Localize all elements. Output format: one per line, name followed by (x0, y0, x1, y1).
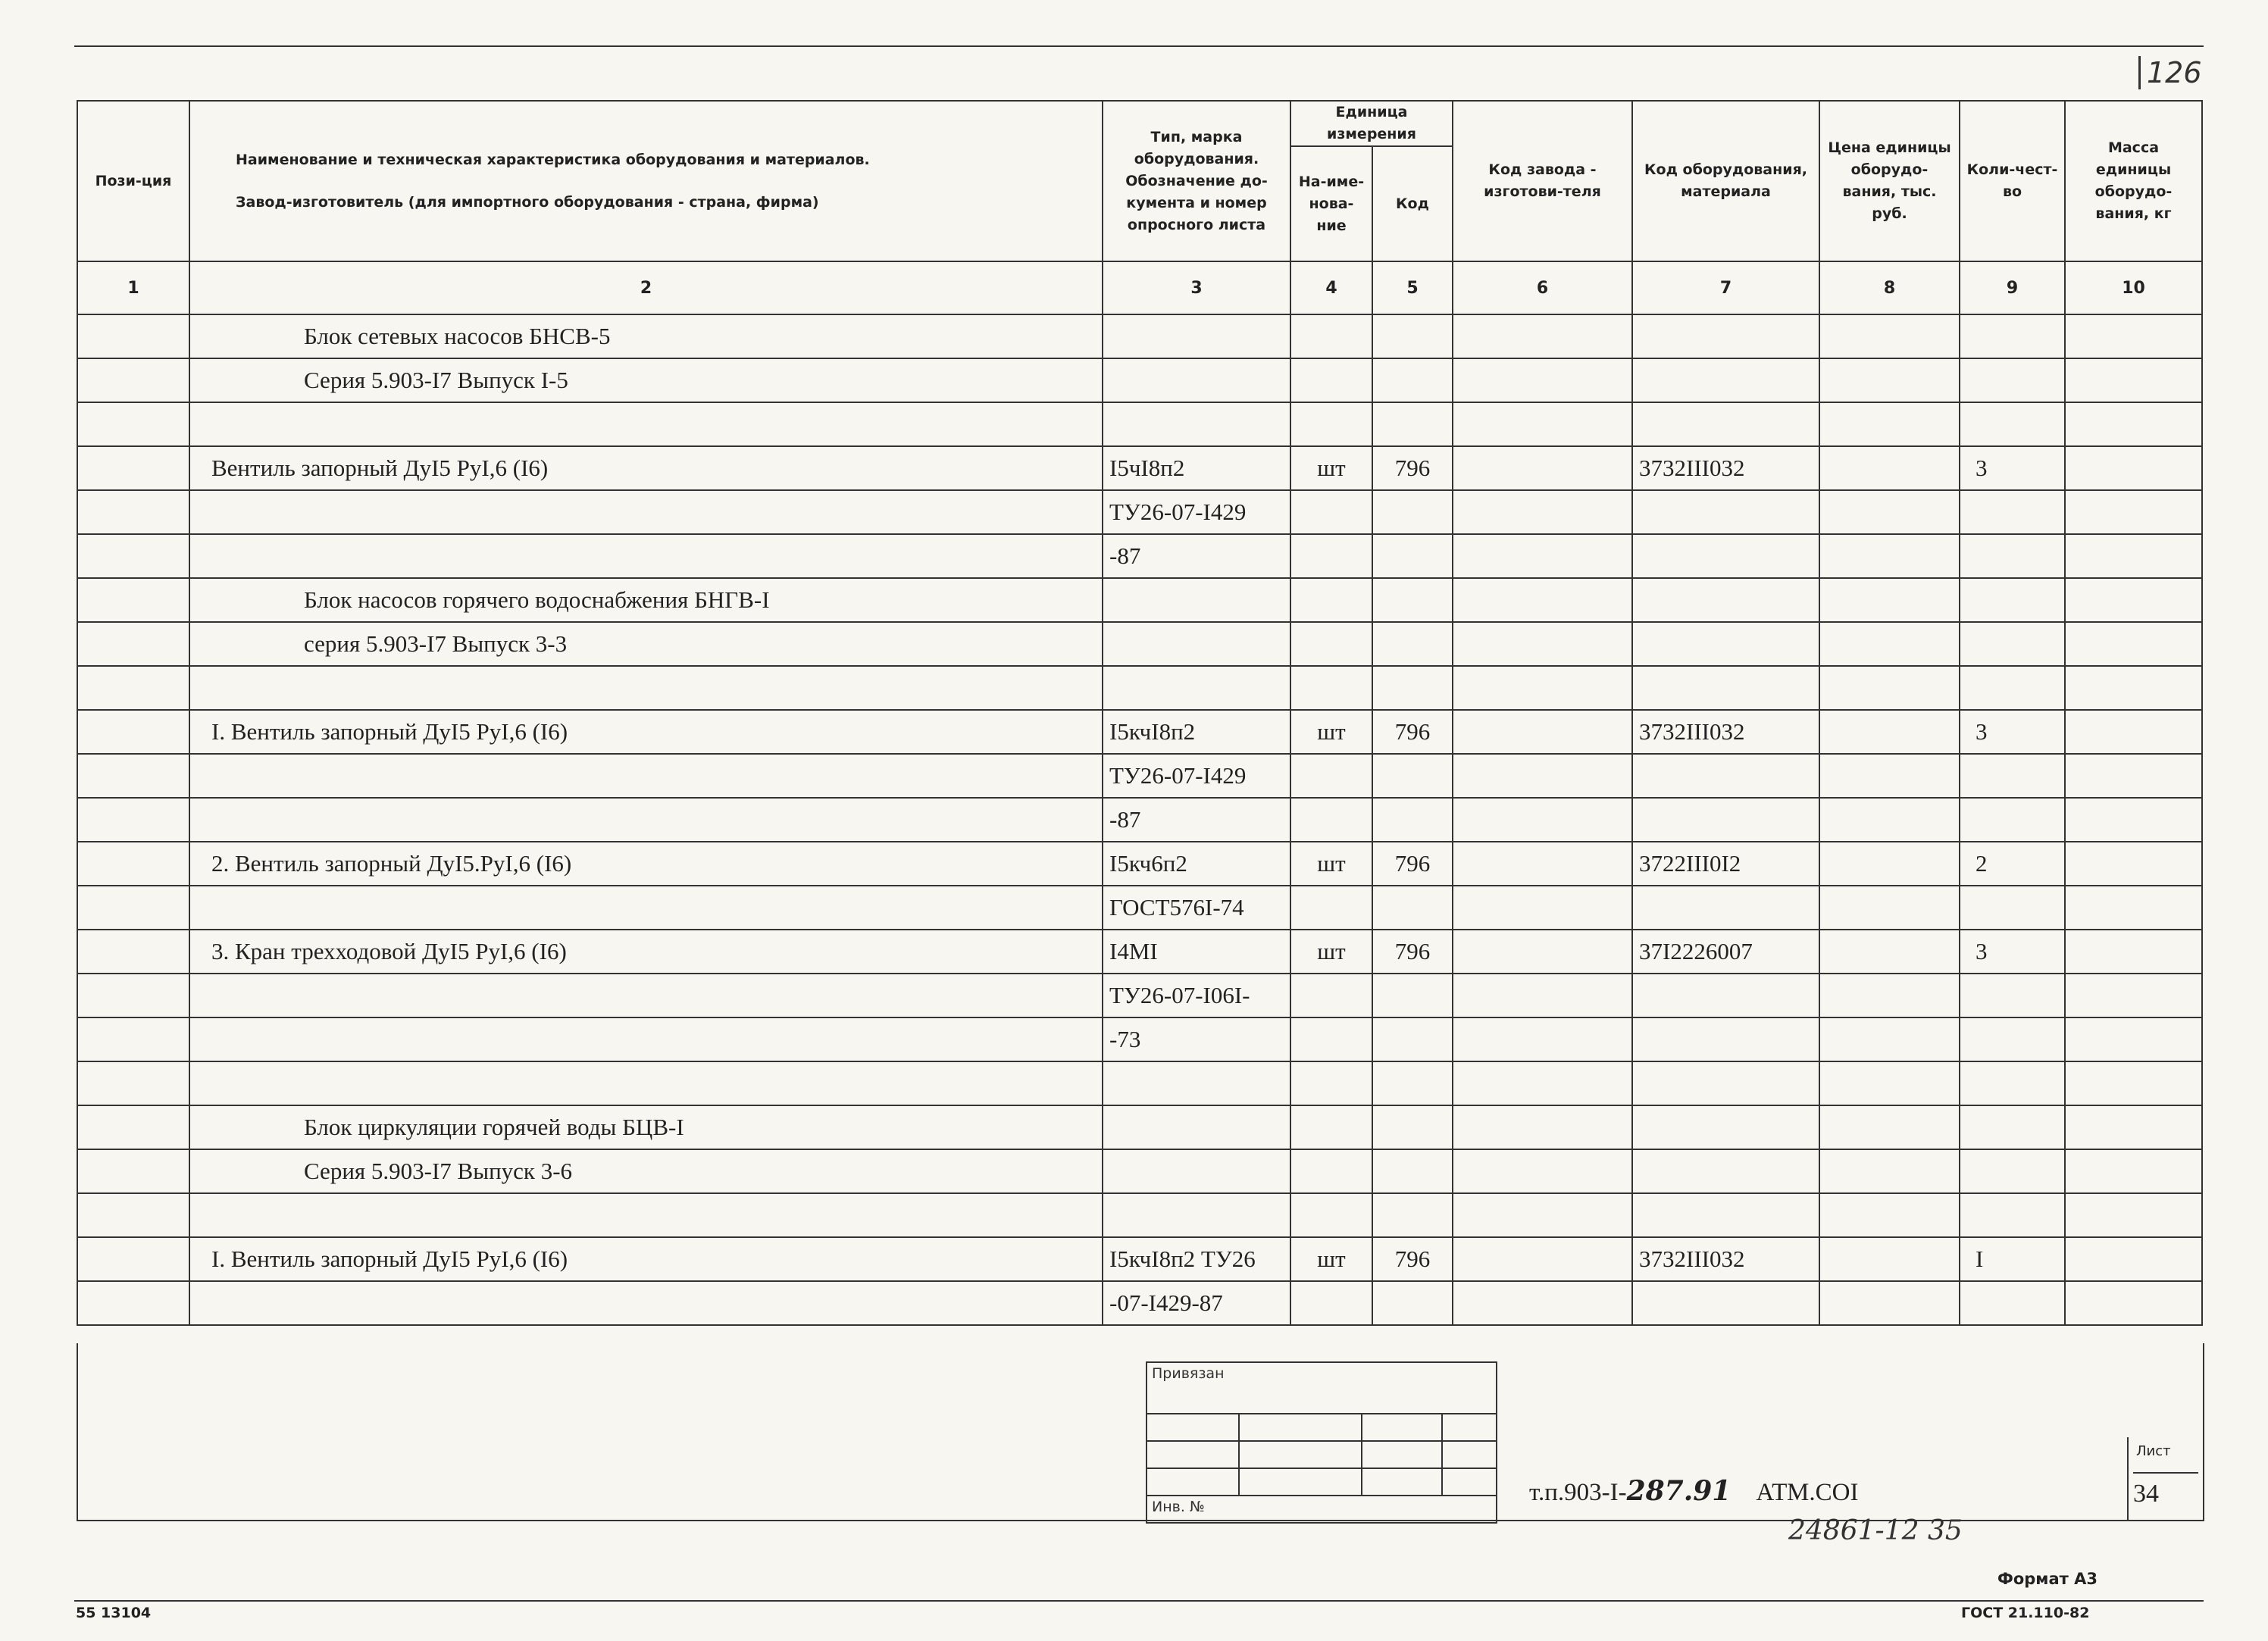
name-cell (189, 666, 1103, 710)
equipment-code-cell (1632, 1017, 1819, 1061)
header-unit-group: Единица измерения (1290, 101, 1453, 146)
column-number: 7 (1632, 261, 1819, 314)
quantity-cell (1960, 1105, 2065, 1149)
quantity-cell (1960, 1281, 2065, 1325)
price-cell (1819, 1017, 1960, 1061)
position-cell (77, 710, 189, 754)
equipment-code-cell (1632, 1281, 1819, 1325)
quantity-cell: 3 (1960, 446, 2065, 490)
position-cell (77, 1017, 189, 1061)
table-row (77, 930, 2202, 974)
plant-code-cell (1453, 446, 1632, 490)
price-cell (1819, 886, 1960, 930)
plant-code-cell (1453, 754, 1632, 798)
price-cell (1819, 314, 1960, 358)
price-cell (1819, 1281, 1960, 1325)
left-corner-code: 55 13104 (76, 1605, 152, 1621)
quantity-cell (1960, 358, 2065, 402)
header-type: Тип, марка оборудования. Обозначение до-кумента и номер опросного листа (1103, 101, 1290, 261)
mass-cell (2065, 974, 2202, 1017)
unit-name-cell: шт (1290, 930, 1372, 974)
unit-code-cell (1372, 1193, 1453, 1237)
equipment-code-cell (1632, 578, 1819, 622)
type-cell: I5кч6п2 (1103, 842, 1290, 886)
type-cell (1103, 622, 1290, 666)
price-cell (1819, 1237, 1960, 1281)
mass-cell (2065, 1237, 2202, 1281)
unit-code-cell (1372, 314, 1453, 358)
name-cell: I. Вентиль запорный ДуI5 РуI,6 (I6) (189, 1237, 1103, 1281)
mass-cell (2065, 446, 2202, 490)
price-cell (1819, 710, 1960, 754)
bottom-frame (77, 1343, 2204, 1521)
position-cell (77, 666, 189, 710)
position-cell (77, 886, 189, 930)
plant-code-cell (1453, 886, 1632, 930)
position-cell (77, 974, 189, 1017)
position-cell (77, 534, 189, 578)
quantity-cell (1960, 1149, 2065, 1193)
equipment-code-cell: 3722III0I2 (1632, 842, 1819, 886)
position-cell (77, 1061, 189, 1105)
unit-code-cell (1372, 798, 1453, 842)
mass-cell (2065, 578, 2202, 622)
equipment-code-cell (1632, 1061, 1819, 1105)
name-cell (189, 1193, 1103, 1237)
type-cell (1103, 666, 1290, 710)
plant-code-cell (1453, 1017, 1632, 1061)
table-row (77, 446, 2202, 490)
name-cell (189, 490, 1103, 534)
unit-name-cell (1290, 1061, 1372, 1105)
name-cell: Блок насосов горячего водоснабжения БНГВ-I (189, 578, 1103, 622)
unit-name-cell (1290, 402, 1372, 446)
table-row (77, 1193, 2202, 1237)
quantity-cell (1960, 490, 2065, 534)
name-cell: 2. Вентиль запорный ДуI5.РуI,6 (I6) (189, 842, 1103, 886)
unit-name-cell (1290, 1149, 1372, 1193)
price-cell (1819, 1193, 1960, 1237)
unit-code-cell (1372, 490, 1453, 534)
unit-code-cell (1372, 754, 1453, 798)
name-cell (189, 1017, 1103, 1061)
table-row (77, 490, 2202, 534)
attached-label: Привязан (1152, 1365, 1225, 1382)
price-cell (1819, 1149, 1960, 1193)
name-cell: Блок циркуляции горячей воды БЦВ-I (189, 1105, 1103, 1149)
plant-code-cell (1453, 842, 1632, 886)
unit-code-cell (1372, 358, 1453, 402)
type-cell (1103, 402, 1290, 446)
unit-code-cell: 796 (1372, 710, 1453, 754)
position-cell (77, 1193, 189, 1237)
mass-cell (2065, 754, 2202, 798)
quantity-cell (1960, 798, 2065, 842)
column-number: 1 (77, 261, 189, 314)
table-row (77, 1237, 2202, 1281)
unit-code-cell: 796 (1372, 930, 1453, 974)
table-row (77, 402, 2202, 446)
table-row (77, 578, 2202, 622)
price-cell (1819, 798, 1960, 842)
plant-code-cell (1453, 534, 1632, 578)
table-row (77, 1061, 2202, 1105)
equipment-code-cell (1632, 314, 1819, 358)
table-row (77, 1105, 2202, 1149)
unit-code-cell (1372, 1149, 1453, 1193)
type-cell: ТУ26-07-I429 (1103, 490, 1290, 534)
position-cell (77, 930, 189, 974)
table-row (77, 798, 2202, 842)
type-cell: -07-I429-87 (1103, 1281, 1290, 1325)
equipment-code-cell (1632, 622, 1819, 666)
name-cell: Блок сетевых насосов БНСВ-5 (189, 314, 1103, 358)
plant-code-cell (1453, 358, 1632, 402)
type-cell (1103, 358, 1290, 402)
quantity-cell (1960, 1061, 2065, 1105)
header-unit-name: На-име-нова-ние (1290, 146, 1372, 261)
price-cell (1819, 974, 1960, 1017)
equipment-code-cell (1632, 666, 1819, 710)
specification-table (77, 100, 2203, 1326)
table-row (77, 358, 2202, 402)
table-row (77, 1149, 2202, 1193)
column-number: 10 (2065, 261, 2202, 314)
plant-code-cell (1453, 1237, 1632, 1281)
plant-code-cell (1453, 1193, 1632, 1237)
mass-cell (2065, 358, 2202, 402)
quantity-cell (1960, 886, 2065, 930)
table-row (77, 754, 2202, 798)
mass-cell (2065, 1017, 2202, 1061)
header-name-line1: Наименование и техническая характеристика оборудования и материалов. (236, 152, 870, 168)
name-cell (189, 886, 1103, 930)
name-cell (189, 402, 1103, 446)
equipment-code-cell: 37I2226007 (1632, 930, 1819, 974)
plant-code-cell (1453, 1149, 1632, 1193)
unit-code-cell (1372, 1281, 1453, 1325)
plant-code-cell (1453, 666, 1632, 710)
header-equipment-code: Код оборудования, материала (1632, 101, 1819, 261)
unit-name-cell: шт (1290, 446, 1372, 490)
plant-code-cell (1453, 798, 1632, 842)
type-cell: I5чI8п2 (1103, 446, 1290, 490)
name-cell (189, 798, 1103, 842)
unit-name-cell (1290, 578, 1372, 622)
type-cell: -73 (1103, 1017, 1290, 1061)
unit-name-cell (1290, 358, 1372, 402)
unit-name-cell (1290, 754, 1372, 798)
unit-code-cell (1372, 974, 1453, 1017)
type-cell (1103, 1061, 1290, 1105)
unit-name-cell: шт (1290, 842, 1372, 886)
table-row (77, 534, 2202, 578)
table-row (77, 974, 2202, 1017)
inventory-label: Инв. № (1152, 1499, 1205, 1515)
sheet-number-box (2127, 1437, 2203, 1521)
type-cell: ТУ26-07-I429 (1103, 754, 1290, 798)
name-cell: серия 5.903-I7 Выпуск 3-3 (189, 622, 1103, 666)
unit-name-cell (1290, 314, 1372, 358)
equipment-code-cell: 3732III032 (1632, 710, 1819, 754)
plant-code-cell (1453, 314, 1632, 358)
price-cell (1819, 534, 1960, 578)
header-unit-code: Код (1372, 146, 1453, 261)
unit-code-cell (1372, 1061, 1453, 1105)
table-row (77, 314, 2202, 358)
column-number: 6 (1453, 261, 1632, 314)
document-code-suffix: АТМ.СОI (1756, 1479, 1859, 1506)
name-cell: Серия 5.903-I7 Выпуск 3-6 (189, 1149, 1103, 1193)
plant-code-cell (1453, 974, 1632, 1017)
header-quantity: Коли-чест-во (1960, 101, 2065, 261)
plant-code-cell (1453, 1105, 1632, 1149)
name-cell: Серия 5.903-I7 Выпуск I-5 (189, 358, 1103, 402)
price-cell (1819, 358, 1960, 402)
unit-code-cell (1372, 578, 1453, 622)
format-label: Формат А3 (1997, 1570, 2098, 1588)
unit-name-cell (1290, 974, 1372, 1017)
unit-name-cell (1290, 1193, 1372, 1237)
quantity-cell (1960, 622, 2065, 666)
unit-code-cell: 796 (1372, 446, 1453, 490)
name-cell (189, 1061, 1103, 1105)
column-number: 2 (189, 261, 1103, 314)
unit-name-cell (1290, 490, 1372, 534)
position-cell (77, 1237, 189, 1281)
header-mass: Масса единицы оборудо-вания, кг (2065, 101, 2202, 261)
type-cell (1103, 1105, 1290, 1149)
mass-cell (2065, 534, 2202, 578)
price-cell (1819, 666, 1960, 710)
mass-cell (2065, 1193, 2202, 1237)
mass-cell (2065, 930, 2202, 974)
top-border-line (74, 45, 2204, 47)
equipment-code-cell: 3732III032 (1632, 446, 1819, 490)
mass-cell (2065, 842, 2202, 886)
position-cell (77, 754, 189, 798)
unit-name-cell (1290, 666, 1372, 710)
position-cell (77, 1281, 189, 1325)
unit-name-cell (1290, 622, 1372, 666)
unit-name-cell (1290, 1017, 1372, 1061)
unit-code-cell (1372, 402, 1453, 446)
position-cell (77, 1149, 189, 1193)
price-cell (1819, 446, 1960, 490)
plant-code-cell (1453, 578, 1632, 622)
column-number: 5 (1372, 261, 1453, 314)
quantity-cell (1960, 666, 2065, 710)
equipment-code-cell (1632, 798, 1819, 842)
table-row (77, 842, 2202, 886)
unit-code-cell (1372, 1017, 1453, 1061)
handwritten-note: 24861-12 35 (1788, 1515, 1963, 1546)
plant-code-cell (1453, 710, 1632, 754)
price-cell (1819, 842, 1960, 886)
name-cell (189, 754, 1103, 798)
document-code-handwritten: 287.91 (1626, 1475, 1732, 1507)
header-price: Цена единицы оборудо-вания, тыс. руб. (1819, 101, 1960, 261)
name-cell: 3. Кран трехходовой ДуI5 РуI,6 (I6) (189, 930, 1103, 974)
mass-cell (2065, 1105, 2202, 1149)
mass-cell (2065, 402, 2202, 446)
name-cell (189, 1281, 1103, 1325)
price-cell (1819, 578, 1960, 622)
mass-cell (2065, 666, 2202, 710)
name-cell (189, 534, 1103, 578)
price-cell (1819, 1105, 1960, 1149)
type-cell: -87 (1103, 798, 1290, 842)
plant-code-cell (1453, 402, 1632, 446)
mass-cell (2065, 1149, 2202, 1193)
quantity-cell (1960, 534, 2065, 578)
plant-code-cell (1453, 490, 1632, 534)
plant-code-cell (1453, 622, 1632, 666)
equipment-code-cell (1632, 1149, 1819, 1193)
position-cell (77, 578, 189, 622)
unit-code-cell (1372, 534, 1453, 578)
type-cell: -87 (1103, 534, 1290, 578)
name-cell (189, 974, 1103, 1017)
sheet-label: Лист (2136, 1443, 2171, 1459)
quantity-cell: 3 (1960, 930, 2065, 974)
column-number: 4 (1290, 261, 1372, 314)
table-row (77, 886, 2202, 930)
equipment-code-cell (1632, 1105, 1819, 1149)
equipment-code-cell (1632, 534, 1819, 578)
price-cell (1819, 622, 1960, 666)
position-cell (77, 1105, 189, 1149)
type-cell: I4МI (1103, 930, 1290, 974)
type-cell (1103, 314, 1290, 358)
unit-code-cell (1372, 666, 1453, 710)
quantity-cell: 3 (1960, 710, 2065, 754)
unit-name-cell (1290, 534, 1372, 578)
table-row (77, 1281, 2202, 1325)
quantity-cell (1960, 1017, 2065, 1061)
type-cell: I5кчI8п2 (1103, 710, 1290, 754)
bottom-border-line (74, 1600, 2204, 1602)
header-position: Пози-ция (77, 101, 189, 261)
table-row (77, 1017, 2202, 1061)
quantity-cell (1960, 754, 2065, 798)
column-number-row (77, 261, 2202, 314)
name-cell: I. Вентиль запорный ДуI5 РуI,6 (I6) (189, 710, 1103, 754)
unit-name-cell (1290, 1105, 1372, 1149)
quantity-cell (1960, 1193, 2065, 1237)
sheet-number: 34 (2133, 1472, 2198, 1508)
mass-cell (2065, 1061, 2202, 1105)
type-cell: ГОСТ576I-74 (1103, 886, 1290, 930)
mass-cell (2065, 622, 2202, 666)
mass-cell (2065, 710, 2202, 754)
mass-cell (2065, 490, 2202, 534)
document-code (1529, 1475, 1858, 1507)
column-number: 9 (1960, 261, 2065, 314)
price-cell (1819, 490, 1960, 534)
document-code-prefix: т.п.903-I- (1529, 1479, 1627, 1506)
unit-name-cell: шт (1290, 710, 1372, 754)
type-cell (1103, 1149, 1290, 1193)
mass-cell (2065, 314, 2202, 358)
price-cell (1819, 402, 1960, 446)
position-cell (77, 622, 189, 666)
unit-code-cell (1372, 622, 1453, 666)
mass-cell (2065, 1281, 2202, 1325)
position-cell (77, 402, 189, 446)
table-row (77, 666, 2202, 710)
equipment-code-cell (1632, 1193, 1819, 1237)
column-number: 8 (1819, 261, 1960, 314)
quantity-cell (1960, 402, 2065, 446)
equipment-code-cell (1632, 490, 1819, 534)
mass-cell (2065, 798, 2202, 842)
position-cell (77, 446, 189, 490)
plant-code-cell (1453, 1061, 1632, 1105)
position-cell (77, 798, 189, 842)
equipment-code-cell: 3732III032 (1632, 1237, 1819, 1281)
equipment-code-cell (1632, 358, 1819, 402)
unit-name-cell: шт (1290, 1237, 1372, 1281)
type-cell: ТУ26-07-I06I- (1103, 974, 1290, 1017)
equipment-code-cell (1632, 886, 1819, 930)
column-number: 3 (1103, 261, 1290, 314)
header-name-line2: Завод-изготовитель (для импортного оборудования - страна, фирма) (236, 194, 819, 211)
quantity-cell (1960, 578, 2065, 622)
unit-name-cell (1290, 1281, 1372, 1325)
unit-name-cell (1290, 798, 1372, 842)
name-cell: Вентиль запорный ДуI5 РуI,6 (I6) (189, 446, 1103, 490)
price-cell (1819, 930, 1960, 974)
position-cell (77, 314, 189, 358)
equipment-code-cell (1632, 974, 1819, 1017)
position-cell (77, 842, 189, 886)
gost-label: ГОСТ 21.110-82 (1961, 1605, 2090, 1621)
unit-name-cell (1290, 886, 1372, 930)
equipment-code-cell (1632, 754, 1819, 798)
header-name (189, 101, 1103, 261)
table-row (77, 710, 2202, 754)
type-cell (1103, 1193, 1290, 1237)
quantity-cell (1960, 314, 2065, 358)
quantity-cell (1960, 974, 2065, 1017)
equipment-code-cell (1632, 402, 1819, 446)
type-cell (1103, 578, 1290, 622)
sheet-corner-mark: 126 (2138, 56, 2202, 89)
plant-code-cell (1453, 930, 1632, 974)
position-cell (77, 490, 189, 534)
unit-code-cell: 796 (1372, 1237, 1453, 1281)
unit-code-cell (1372, 1105, 1453, 1149)
position-cell (77, 358, 189, 402)
price-cell (1819, 1061, 1960, 1105)
unit-code-cell (1372, 886, 1453, 930)
plant-code-cell (1453, 1281, 1632, 1325)
unit-code-cell: 796 (1372, 842, 1453, 886)
type-cell: I5кчI8п2 ТУ26 (1103, 1237, 1290, 1281)
quantity-cell: 2 (1960, 842, 2065, 886)
header-plant-code: Код завода - изготови-теля (1453, 101, 1632, 261)
price-cell (1819, 754, 1960, 798)
table-row (77, 622, 2202, 666)
mass-cell (2065, 886, 2202, 930)
quantity-cell: I (1960, 1237, 2065, 1281)
